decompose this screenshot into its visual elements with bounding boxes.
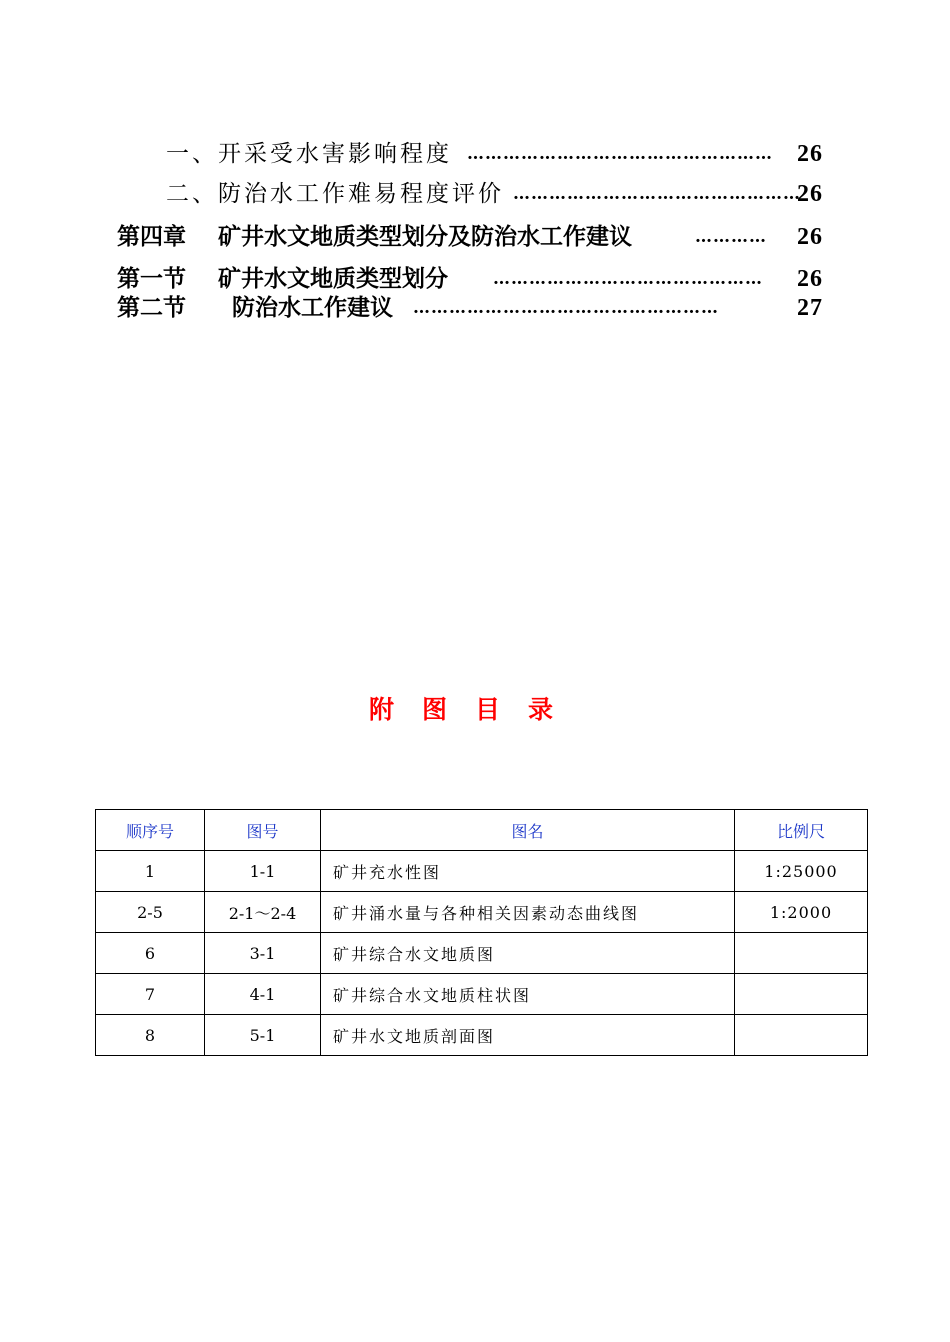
toc-entry-prevention-difficulty[interactable] [0, 176, 950, 212]
cell-scale: 1:25000 [735, 851, 868, 892]
toc-chapter-number: 第四章 [117, 223, 186, 250]
cell-sequence: 2-5 [96, 892, 205, 933]
cell-figure-name: 矿井充水性图 [321, 851, 735, 892]
toc-leader-dots: ………… [695, 227, 767, 247]
toc-entry-section-2[interactable] [0, 290, 950, 326]
toc-section-number: 第一节 [117, 265, 186, 292]
table-row [96, 892, 868, 933]
cell-figure-number: 2-1～2-4 [205, 892, 321, 933]
cell-figure-name: 矿井水文地质剖面图 [321, 1015, 735, 1056]
cell-figure-name: 矿井综合水文地质图 [321, 933, 735, 974]
cell-figure-number: 5-1 [205, 1015, 321, 1056]
toc-leader-dots: ……………………………………… [493, 269, 763, 289]
toc-leader-dots: ………………………………………… [513, 184, 801, 204]
figure-list-table [95, 809, 868, 1056]
header-figure-number: 图号 [205, 810, 321, 851]
cell-scale [735, 1015, 868, 1056]
toc-entry-mining-hazard[interactable] [0, 136, 950, 172]
cell-scale: 1:2000 [735, 892, 868, 933]
toc-section-number: 第二节 [117, 294, 186, 321]
toc-entry-label: 二、防治水工作难易程度评价 [166, 181, 504, 207]
cell-scale [735, 974, 868, 1015]
cell-scale [735, 933, 868, 974]
cell-figure-name: 矿井综合水文地质柱状图 [321, 974, 735, 1015]
cell-figure-number: 1-1 [205, 851, 321, 892]
toc-page-number: 27 [797, 295, 823, 321]
header-figure-name: 图名 [321, 810, 735, 851]
toc-page-number: 26 [797, 266, 823, 292]
table-row [96, 851, 868, 892]
appendix-title: 附图目录 [368, 695, 581, 724]
cell-sequence: 7 [96, 974, 205, 1015]
header-sequence-number: 顺序号 [96, 810, 205, 851]
toc-leader-dots: …………………………………………… [413, 298, 719, 318]
toc-entry-label: 矿井水文地质类型划分及防治水工作建议 [218, 223, 632, 250]
cell-figure-name: 矿井涌水量与各种相关因素动态曲线图 [321, 892, 735, 933]
cell-figure-number: 4-1 [205, 974, 321, 1015]
cell-sequence: 8 [96, 1015, 205, 1056]
toc-page-number: 26 [797, 141, 823, 167]
toc-page-number: 26 [797, 181, 823, 207]
cell-sequence: 6 [96, 933, 205, 974]
toc-entry-chapter-4[interactable] [0, 219, 950, 255]
toc-entry-label: 防治水工作建议 [232, 294, 393, 321]
cell-sequence: 1 [96, 851, 205, 892]
cell-figure-number: 3-1 [205, 933, 321, 974]
table-row [96, 974, 868, 1015]
toc-leader-dots: …………………………………………… [467, 144, 773, 164]
table-row [96, 933, 868, 974]
header-scale: 比例尺 [735, 810, 868, 851]
toc-page-number: 26 [797, 224, 823, 250]
table-header-row [96, 810, 868, 851]
table-row [96, 1015, 868, 1056]
toc-entry-label: 矿井水文地质类型划分 [218, 265, 448, 292]
toc-entry-label: 一、开采受水害影响程度 [166, 141, 452, 167]
